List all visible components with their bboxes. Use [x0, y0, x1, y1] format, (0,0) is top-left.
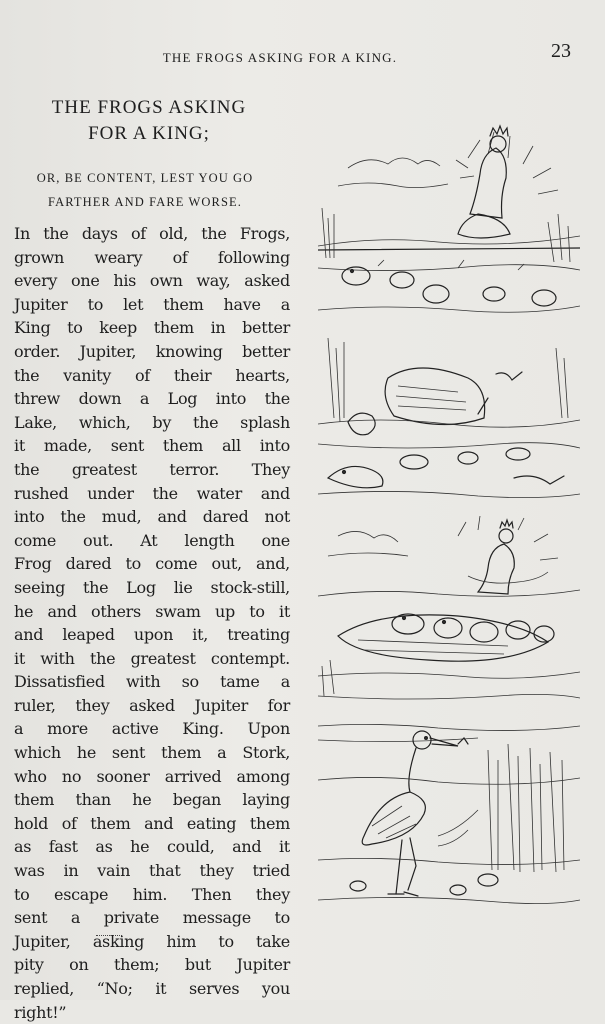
body-line: come out. At length one [14, 530, 290, 550]
body-line: seeing the Log lie stock-still, [14, 577, 290, 597]
fable-subtitle-line-1: OR, BE CONTENT, LEST YOU GO [36, 171, 254, 185]
body-line: grown weary of following [14, 247, 290, 267]
body-line: into the mud, and dared not [14, 507, 290, 527]
body-line: the greatest terror. They [14, 459, 290, 479]
body-line: Lake, which, by the splash [14, 412, 290, 432]
body-line: Dissatisfied with so tame a [14, 672, 290, 692]
body-line: as fast as he could, and it [14, 837, 290, 857]
body-line: and leaped upon it, treating [14, 625, 290, 645]
illustration-jupiter-and-frogs [318, 118, 580, 318]
body-line: Frog dared to come out, and, [14, 554, 290, 574]
body-line: which he sent them a Stork, [14, 743, 290, 763]
fable-title-line-2: FOR A KING; [88, 123, 210, 144]
body-line: the vanity of their hearts, [14, 365, 290, 385]
end-ornament-rule [96, 935, 122, 936]
page-number: 23 [551, 40, 571, 62]
body-line: ruler, they asked Jupiter for [14, 695, 290, 715]
body-line: rushed under the water and [14, 483, 290, 503]
illustration-stork [318, 720, 580, 908]
body-line: King to keep them in better [14, 318, 290, 338]
fable-body-text [14, 222, 290, 1024]
log-lake-drawing [318, 338, 580, 506]
body-line: replied, “No; it serves you [14, 979, 290, 998]
body-line: right!” [14, 1002, 67, 1022]
body-line: Jupiter, asking him to take [14, 931, 290, 951]
illustration-frogs-on-log [318, 516, 580, 706]
body-line: it with the greatest contempt. [14, 648, 290, 668]
body-line: pity on them; but Jupiter [14, 955, 290, 975]
stork-drawing [318, 720, 580, 908]
body-line: every one his own way, asked [14, 271, 290, 291]
body-line: he and others swam up to it [14, 601, 290, 621]
fable-subtitle-line-2: FARTHER AND FARE WORSE. [47, 195, 242, 209]
body-line: it made, sent them all into [14, 436, 290, 456]
body-line: hold of them and eating them [14, 813, 290, 833]
body-line: who no sooner arrived among [14, 766, 290, 786]
body-line: a more active King. Upon [14, 719, 290, 739]
body-line: order. Jupiter, knowing better [14, 341, 290, 361]
fable-title [14, 95, 284, 147]
body-line: Jupiter to let them have a [14, 294, 290, 314]
body-line: to escape him. Then they [14, 884, 290, 904]
running-title: THE FROGS ASKING FOR A KING. [162, 50, 398, 65]
fable-title-line-1: THE FROGS ASKING [51, 97, 247, 118]
body-line: sent a private message to [14, 908, 290, 928]
jupiter-frogs-drawing [318, 118, 580, 318]
frogs-log-drawing [318, 516, 580, 706]
body-line: In the days of old, the Frogs, [14, 224, 290, 243]
body-line: them than he began laying [14, 790, 290, 810]
body-line: was in vain that they tried [14, 861, 290, 881]
body-line: threw down a Log into the [14, 389, 290, 409]
illustration-log-in-lake [318, 338, 580, 506]
fable-subtitle [10, 166, 280, 214]
